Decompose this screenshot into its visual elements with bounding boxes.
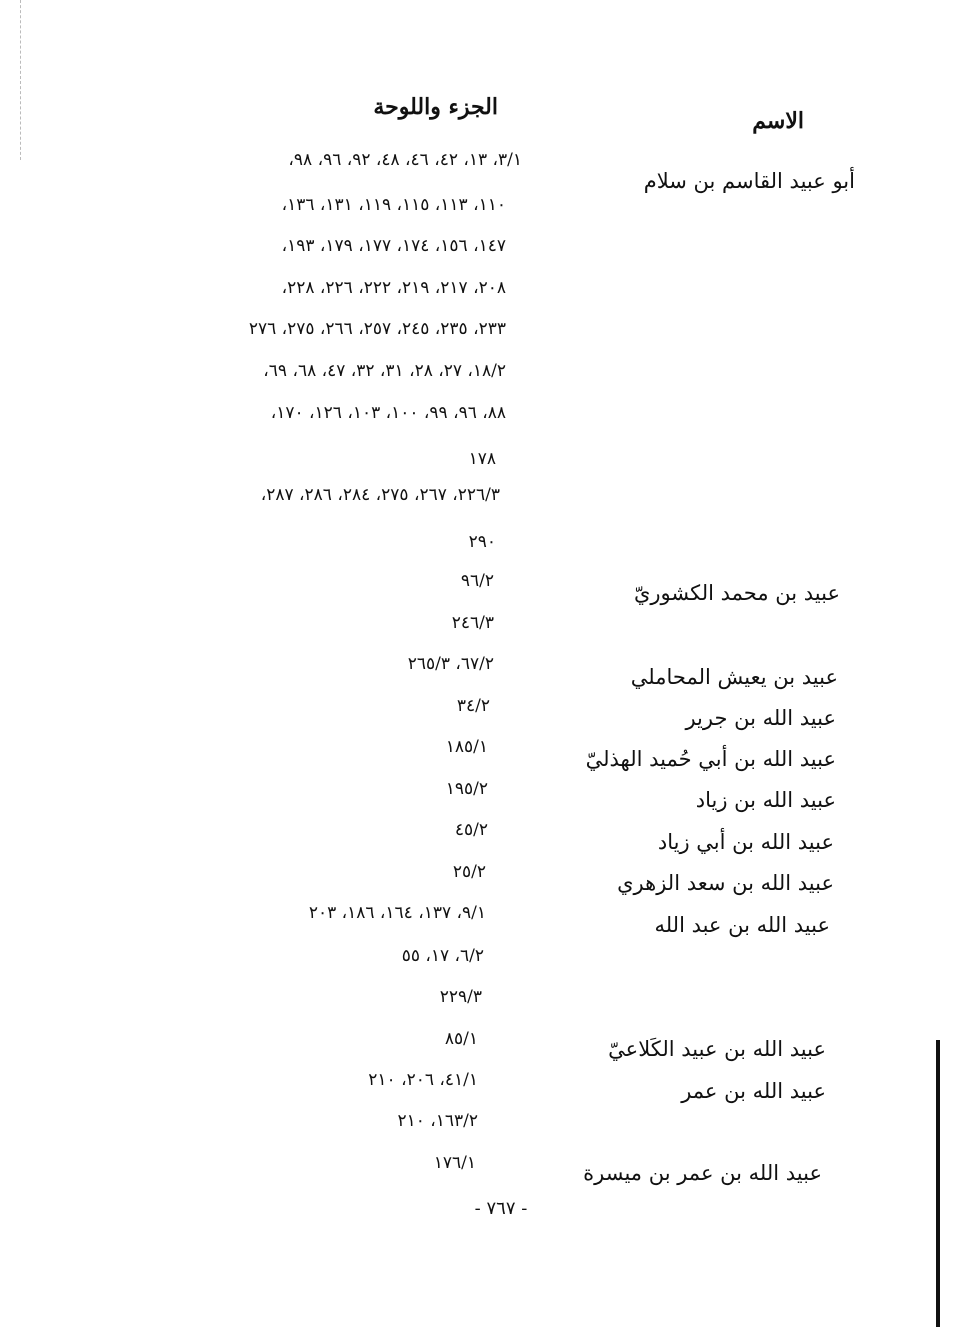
entry-refs: ٢٠٨، ٢١٧، ٢١٩، ٢٢٢، ٢٢٦، ٢٢٨، xyxy=(281,278,506,298)
page-number: - ٧٦٧ - xyxy=(474,1198,528,1219)
entry-refs: ٢٤٦/٣ xyxy=(451,613,494,633)
entry-refs: ٤٥/٢ xyxy=(454,820,488,840)
entry-refs: ٦٧/٢، ٢٦٥/٣ xyxy=(407,654,494,674)
refs-column-header: الجزء واللوحة xyxy=(373,94,498,120)
name-column-header: الاسم xyxy=(752,108,804,134)
entry-name: أبو عبيد القاسم بن سلام xyxy=(643,169,855,193)
entry-name: عبيد الله بن أبي حُميد الهذليّ xyxy=(585,747,836,771)
entry-refs: ٦/٢، ١٧، ٥٥ xyxy=(401,946,484,966)
entry-name: عبيد الله بن سعد الزهري xyxy=(617,871,834,895)
page-number-value: ٧٦٧ xyxy=(486,1198,516,1219)
entry-name: عبيد الله بن عبيد الكَلاعيّ xyxy=(608,1037,826,1061)
entry-refs: ٩٦/٢ xyxy=(460,571,494,591)
entry-refs: ١١٠، ١١٣، ١١٥، ١١٩، ١٣١، ١٣٦، xyxy=(281,195,506,215)
entry-name: عبيد الله بن عمر بن ميسرة xyxy=(583,1161,822,1185)
margin-rule xyxy=(20,0,21,160)
entry-refs: ٤١/١، ٢٠٦، ٢١٠ xyxy=(368,1070,478,1090)
entry-refs: ٩/١، ١٣٧، ١٦٤، ١٨٦، ٢٠٣ xyxy=(308,903,486,923)
entry-name: عبيد الله بن عبد الله xyxy=(654,913,830,937)
entry-refs: ٢٥/٢ xyxy=(452,862,486,882)
entry-refs: ٢٢٩/٣ xyxy=(439,987,482,1007)
entry-name: عبيد الله بن جرير xyxy=(685,706,836,730)
entry-refs: ١٧٨ xyxy=(468,449,496,469)
entry-name: عبيد بن يعيش المحاملي xyxy=(630,665,838,689)
entry-refs: ١٤٧، ١٥٦، ١٧٤، ١٧٧، ١٧٩، ١٩٣، xyxy=(281,236,506,256)
entry-refs: ١٨/٢، ٢٧، ٢٨، ٣١، ٣٢، ٤٧، ٦٨، ٦٩، xyxy=(263,361,506,381)
entry-name: عبيد الله بن زياد xyxy=(695,788,836,812)
entry-refs: ١٧٦/١ xyxy=(433,1153,476,1173)
entry-refs: ١٩٥/٢ xyxy=(445,779,488,799)
entry-refs: ٨٨، ٩٦، ٩٩، ١٠٠، ١٠٣، ١٢٦، ١٧٠، xyxy=(270,403,506,423)
scan-edge xyxy=(936,1040,940,1327)
entry-refs: ١٦٣/٢، ٢١٠ xyxy=(397,1111,478,1131)
entry-name: عبيد بن محمد الكشوريّ xyxy=(633,581,840,605)
entry-refs: ٢٩٠ xyxy=(468,532,496,552)
entry-refs: ٢٢٦/٣، ٢٦٧، ٢٧٥، ٢٨٤، ٢٨٦، ٢٨٧، xyxy=(260,485,500,505)
entry-name: عبيد الله بن أبي زياد xyxy=(657,830,834,854)
entry-refs: ٨٥/١ xyxy=(444,1029,478,1049)
entry-name: عبيد الله بن عمر xyxy=(681,1079,826,1103)
entry-refs: ٢٣٣، ٢٣٥، ٢٤٥، ٢٥٧، ٢٦٦، ٢٧٥، ٢٧٦ xyxy=(248,319,506,339)
entry-refs: ٣/١، ١٣، ٤٢، ٤٦، ٤٨، ٩٢، ٩٦، ٩٨، xyxy=(288,150,522,170)
entry-refs: ١٨٥/١ xyxy=(445,737,488,757)
entry-refs: ٣٤/٢ xyxy=(456,696,490,716)
